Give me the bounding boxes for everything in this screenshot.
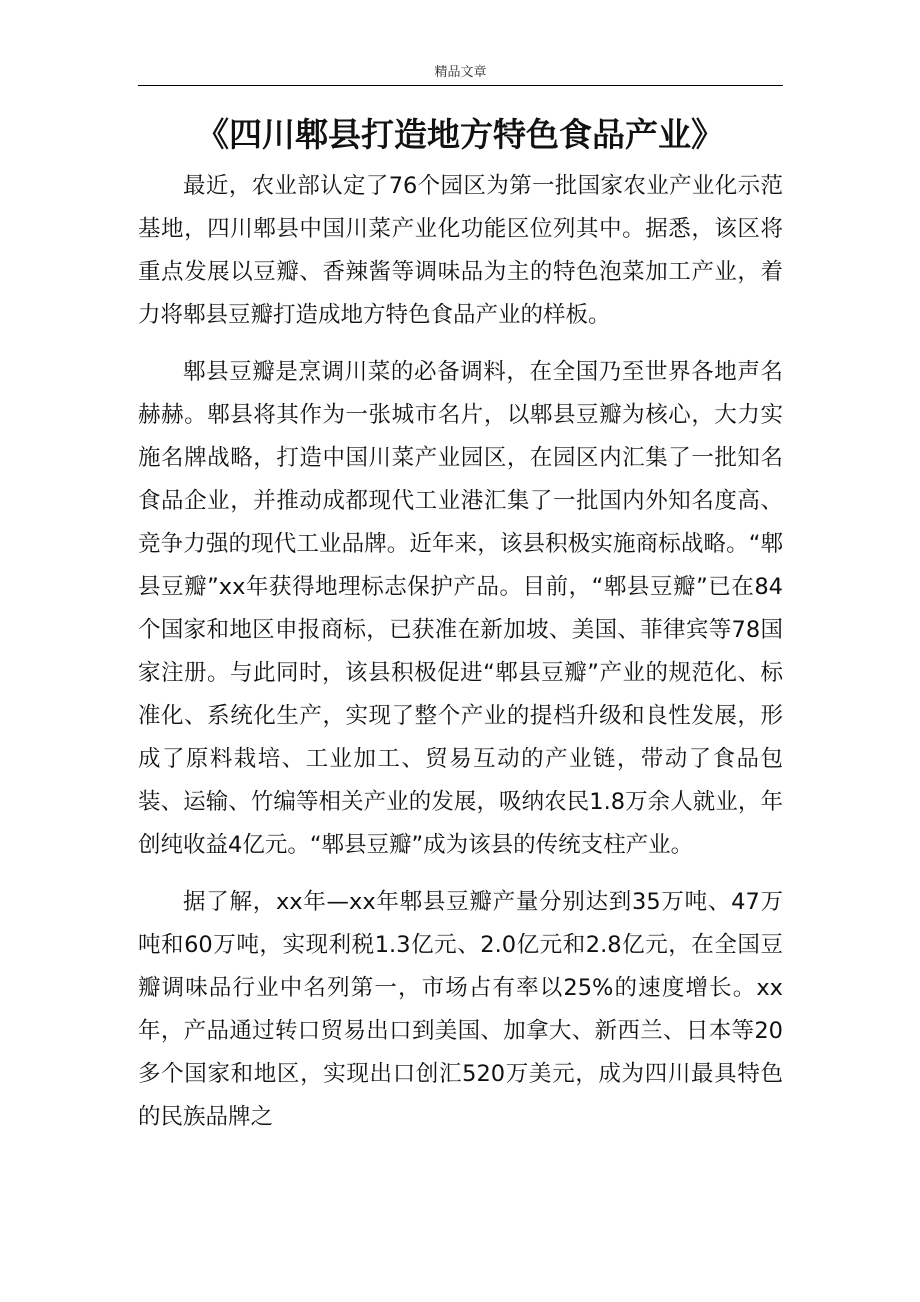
running-header: 精品文章 bbox=[434, 65, 487, 80]
paragraph-3: 据了解，xx年—xx年郫县豆瓣产量分别达到35万吨、47万吨和60万吨，实现利税1.3亿元、2.0亿元和2.8亿元，在全国豆瓣调味品行业中名列第一，市场占有率以25%的速度增长。xx年，产品通过转口贸易出口到美国、加拿大、新西兰、日本等20多个国家和地区，实现出口创汇520万美元，成为四川最具特色的民族品牌之 bbox=[138, 889, 783, 1130]
document-title: 《四川郫县打造地方特色食品产业》 bbox=[196, 115, 724, 154]
paragraph-1: 最近，农业部认定了76个园区为第一批国家农业产业化示范基地，四川郫县中国川菜产业化功能区位列其中。据悉，该区将重点发展以豆瓣、香辣酱等调味品为主的特色泡菜加工产业，着力将郫县豆瓣打造成地方特色食品产业的样板。 bbox=[138, 173, 783, 328]
document-body bbox=[138, 165, 783, 1153]
header-divider bbox=[138, 85, 783, 86]
paragraph-2: 郫县豆瓣是烹调川菜的必备调料，在全国乃至世界各地声名赫赫。郫县将其作为一张城市名片，以郫县豆瓣为核心，大力实施名牌战略，打造中国川菜产业园区，在园区内汇集了一批知名食品企业，并推动成都现代工业港汇集了一批国内外知名度高、竞争力强的现代工业品牌。近年来，该县积极实施商标战略。“郫县豆瓣”xx年获得地理标志保护产品。目前，“郫县豆瓣”已在84个国家和地区申报商标，已获准在新加坡、美国、菲律宾等78国家注册。与此同时，该县积极促进“郫县豆瓣”产业的规范化、标准化、系统化生产，实现了整个产业的提档升级和良性发展，形成了原料栽培、工业加工、贸易互动的产业链，带动了食品包装、运输、竹编等相关产业的发展，吸纳农民1.8万余人就业，年创纯收益4亿元。“郫县豆瓣”成为该县的传统支柱产业。 bbox=[138, 359, 783, 858]
